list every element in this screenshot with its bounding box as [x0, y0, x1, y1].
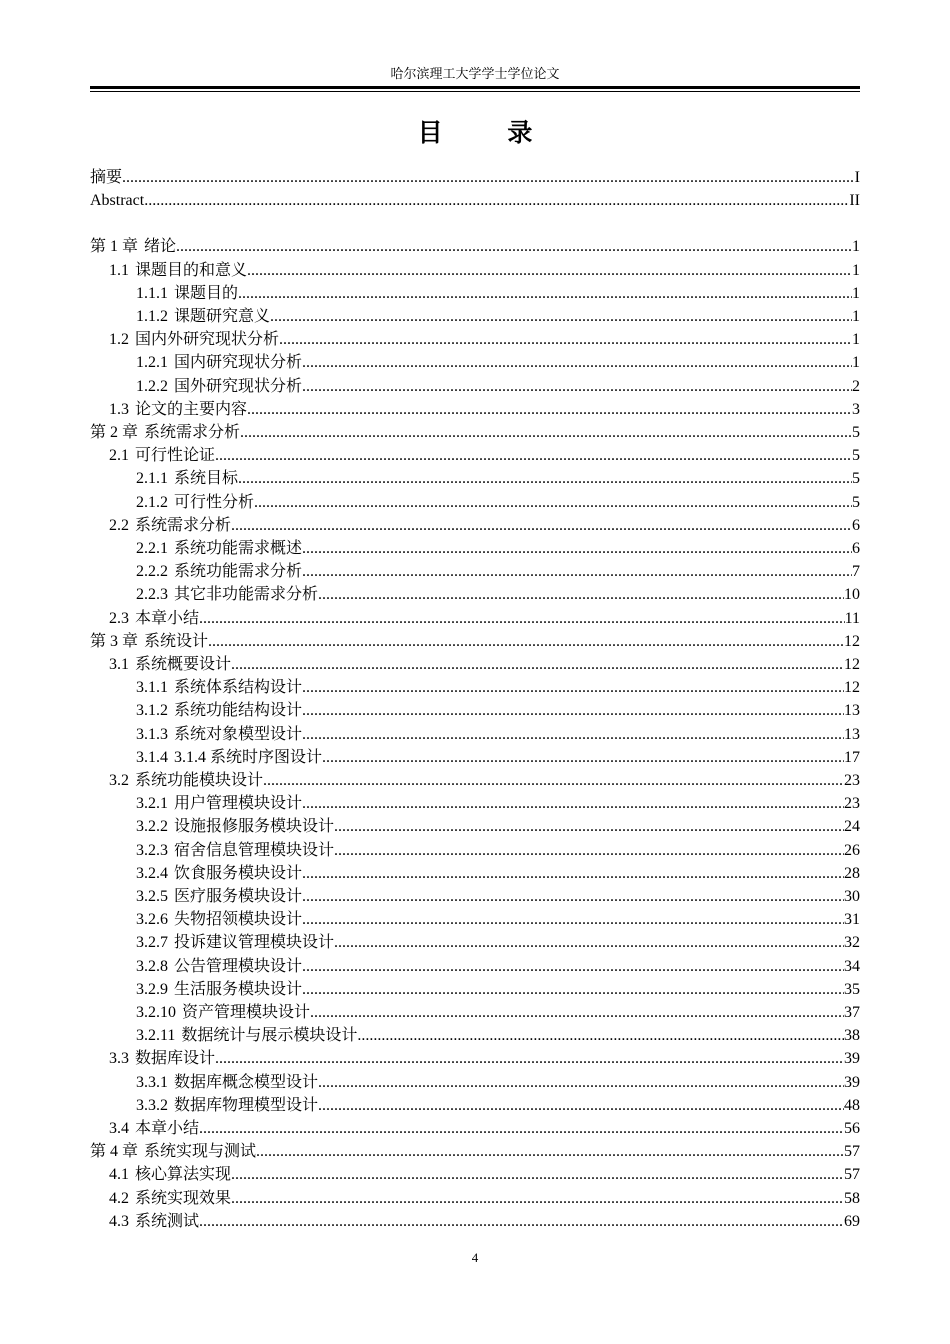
toc-entry[interactable]	[90, 1116, 860, 1139]
toc-entry-title: 用户管理模块设计	[174, 795, 303, 813]
toc-entry-number: 2.2	[109, 516, 129, 534]
toc-entry[interactable]	[90, 1209, 860, 1232]
toc-entry-label	[136, 307, 270, 327]
toc-entry-title: 可行性论证	[135, 447, 216, 465]
toc-dot-leader	[302, 887, 844, 907]
toc-entry-title: 其它非功能需求分析	[174, 586, 319, 604]
toc-entry-title: 系统需求分析	[144, 424, 241, 441]
toc-entry[interactable]	[90, 606, 860, 629]
toc-entry-page: 17	[844, 748, 860, 766]
toc-entry-page: 39	[844, 1073, 860, 1091]
toc-entry-number: 3.2.9	[136, 980, 168, 998]
toc-dot-leader	[215, 446, 852, 466]
toc-entry-number: 3.1.3	[136, 725, 168, 743]
toc-entry-number: 1.3	[109, 400, 129, 418]
toc-entry-page: 6	[852, 540, 860, 557]
toc-entry-title: 课题研究意义	[174, 308, 271, 325]
toc-entry-title: 系统测试	[135, 1212, 200, 1230]
toc-dot-leader	[270, 307, 852, 327]
toc-entry-title: 数据库物理模型设计	[174, 1096, 319, 1114]
toc-entry-number: 第 4 章	[90, 1143, 139, 1161]
toc-entry-label	[136, 701, 302, 721]
toc-entry-page: 1	[852, 308, 860, 325]
toc-entry[interactable]	[90, 768, 860, 791]
toc-entry-page: 5	[852, 447, 860, 465]
toc-dot-leader	[357, 1026, 844, 1046]
toc-entry-number: 2.2.3	[136, 586, 168, 604]
toc-dot-leader	[238, 469, 852, 489]
toc-entry-number: 3.2.8	[136, 957, 168, 975]
toc-entry-label	[136, 841, 334, 861]
toc-entry-label	[136, 678, 302, 698]
toc-entry-label	[136, 957, 302, 977]
toc-entry[interactable]	[90, 698, 860, 721]
toc-entry-title: 系统概要设计	[135, 656, 232, 673]
toc-entry-title: 生活服务模块设计	[174, 980, 303, 998]
toc-entry-title: 摘要	[90, 169, 123, 186]
toc-entry-label	[109, 1119, 199, 1139]
toc-entry[interactable]	[90, 791, 860, 814]
toc-entry-number: 3.1.4	[136, 748, 168, 766]
toc-entry[interactable]	[90, 234, 860, 257]
toc-entry[interactable]	[90, 977, 860, 1000]
toc-entry[interactable]	[90, 1162, 860, 1185]
page-number: 4	[471, 1250, 479, 1265]
toc-entry-title: 系统功能需求分析	[174, 563, 303, 581]
toc-entry-page: I	[854, 169, 860, 186]
toc-entry[interactable]	[90, 1186, 860, 1209]
toc-dot-leader	[302, 678, 844, 698]
toc-entry-number: 2.3	[109, 609, 129, 627]
toc-entry-label	[136, 1073, 318, 1093]
toc-entry-page: 12	[844, 656, 860, 673]
toc-dot-leader	[334, 841, 844, 861]
toc-entry-title: 系统设计	[144, 632, 209, 650]
toc-entry-number: 3.2.2	[136, 818, 168, 836]
toc-entry-page: 13	[844, 702, 860, 720]
toc-entry-number: 3.2.1	[136, 795, 168, 813]
toc-entry-label	[109, 1049, 215, 1069]
toc-dot-leader	[247, 261, 852, 281]
toc-entry-number: 4.1	[109, 1166, 129, 1184]
toc-entry-label	[136, 585, 318, 605]
toc-entry-number: 第 2 章	[90, 424, 139, 441]
toc-entry-number: 3.1.2	[136, 702, 168, 720]
toc-entry-title: 论文的主要内容	[135, 400, 248, 418]
toc-entry-label	[136, 469, 238, 489]
toc-entry-page: II	[849, 192, 860, 210]
toc-entry[interactable]	[90, 536, 860, 559]
toc-entry-label	[109, 330, 279, 350]
toc-entry-title: 国内外研究现状分析	[135, 331, 280, 349]
toc-entry-title: 3.1.4 系统时序图设计	[174, 748, 323, 766]
toc-entry-title: 本章小结	[135, 1120, 200, 1137]
toc-entry-number: 1.1.1	[136, 284, 168, 302]
toc-entry-label	[136, 933, 334, 953]
toc-entry-label	[136, 1003, 310, 1023]
toc-entry-page: 57	[844, 1166, 860, 1184]
toc-dot-leader	[318, 585, 844, 605]
toc-entry-number: 3.3	[109, 1050, 129, 1068]
toc-entry-title: 系统功能结构设计	[174, 702, 303, 720]
header-rule-thin	[90, 91, 860, 92]
toc-entry-page: 1	[852, 354, 860, 372]
toc-entry-label	[136, 377, 302, 397]
toc-entry-number: 3.4	[109, 1120, 129, 1137]
toc-entry-page: 3	[852, 400, 860, 418]
toc-dot-leader	[318, 1073, 844, 1093]
toc-entry[interactable]	[90, 814, 860, 837]
toc-entry-page: 1	[852, 261, 860, 279]
toc-entry-number: 3.2.3	[136, 841, 168, 859]
toc-dot-leader	[176, 237, 852, 257]
toc-entry-title: 课题目的和意义	[135, 261, 248, 279]
toc-entry-title: Abstract	[90, 192, 145, 210]
toc-entry-label	[90, 1142, 256, 1162]
toc-entry[interactable]	[90, 281, 860, 304]
toc-entry-title: 国外研究现状分析	[174, 377, 303, 395]
toc-entry-title: 宿舍信息管理模块设计	[174, 841, 335, 859]
toc-entry-title: 数据统计与展示模块设计	[181, 1027, 358, 1045]
toc-entry[interactable]	[90, 304, 860, 327]
toc-entry-page: 58	[844, 1189, 860, 1207]
toc-dot-leader	[231, 655, 844, 675]
toc-entry-title: 核心算法实现	[135, 1166, 232, 1184]
toc-entry-number: 3.2.6	[136, 911, 168, 929]
toc-entry-page: 7	[852, 563, 860, 581]
toc-entry-number: 3.2.11	[136, 1027, 176, 1045]
toc-entry-number: 1.2.1	[136, 354, 168, 372]
toc-entry-number: 2.1.1	[136, 470, 168, 488]
toc-entry[interactable]	[90, 1023, 860, 1046]
toc-entry[interactable]	[90, 930, 860, 953]
toc-entry-number: 1.1	[109, 261, 129, 279]
toc-entry-label	[136, 748, 322, 768]
toc-entry-page: 5	[852, 470, 860, 488]
toc-entry-label	[136, 493, 254, 513]
toc-entry-title: 系统对象模型设计	[174, 725, 303, 743]
toc-entry[interactable]	[90, 443, 860, 466]
toc-entry-title: 系统实现效果	[135, 1189, 232, 1207]
toc-entry[interactable]	[90, 1046, 860, 1069]
toc-dot-leader	[302, 794, 844, 814]
toc-entry-number: 4.2	[109, 1189, 129, 1207]
toc-entry-page: 38	[844, 1027, 860, 1045]
toc-entry-page: 1	[852, 331, 860, 349]
toc-dot-leader	[302, 910, 844, 930]
toc-entry-label	[136, 725, 302, 745]
toc-entry-title: 国内研究现状分析	[174, 354, 303, 372]
toc-dot-leader	[263, 771, 844, 791]
toc-entry[interactable]	[90, 327, 860, 350]
toc-dot-leader	[199, 1212, 844, 1232]
toc-entry-page: 1	[852, 238, 860, 256]
toc-entry-number: 第 1 章	[90, 238, 139, 256]
toc-dot-leader	[240, 423, 852, 443]
toc-entry-page: 39	[844, 1050, 860, 1068]
toc-dot-leader	[208, 632, 844, 652]
toc-entry-page: 10	[844, 586, 860, 604]
toc-entry-label	[109, 771, 263, 791]
toc-dot-leader	[238, 284, 852, 304]
toc-entry-label	[109, 1189, 231, 1209]
toc-entry[interactable]	[90, 258, 860, 281]
toc-entry[interactable]	[90, 466, 860, 489]
toc-entry-label	[136, 353, 302, 373]
toc-entry[interactable]	[90, 397, 860, 420]
toc-entry[interactable]	[90, 513, 860, 536]
toc-entry-title: 数据库设计	[135, 1050, 216, 1068]
toc-entry[interactable]	[90, 1139, 860, 1162]
toc-dot-leader	[302, 725, 844, 745]
toc-entry-number: 1.2.2	[136, 377, 168, 395]
toc-entry[interactable]	[90, 188, 860, 211]
toc-entry-page: 34	[844, 957, 860, 975]
toc-entry-title: 数据库概念模型设计	[174, 1073, 319, 1091]
toc-dot-leader	[302, 957, 844, 977]
toc-entry-page: 1	[852, 284, 860, 302]
toc-entry-page: 11	[844, 609, 860, 627]
toc-entry-page: 28	[844, 864, 860, 882]
toc-entry-number: 3.1.1	[136, 679, 168, 697]
toc-dot-leader	[302, 377, 852, 397]
toc-entry[interactable]	[90, 1070, 860, 1093]
toc-dot-leader	[302, 353, 852, 373]
toc-dot-leader	[302, 701, 844, 721]
toc-dot-leader	[247, 400, 852, 420]
toc-entry-label	[136, 864, 302, 884]
toc-dot-leader	[302, 539, 852, 559]
toc-entry[interactable]	[90, 1093, 860, 1116]
toc-entry-title: 失物招领模块设计	[174, 911, 303, 929]
toc-entry-title: 系统体系结构设计	[174, 679, 303, 697]
toc-entry[interactable]	[90, 490, 860, 513]
toc-entry-page: 23	[844, 772, 860, 789]
toc-entry-title: 本章小结	[135, 609, 200, 627]
toc-dot-leader	[279, 330, 852, 350]
toc-entry-label	[90, 191, 144, 211]
toc-entry-label	[109, 655, 231, 675]
toc-dot-leader	[199, 609, 845, 629]
toc-dot-leader	[256, 1142, 844, 1162]
toc-entry[interactable]	[90, 838, 860, 861]
toc-entry-number: 2.1	[109, 447, 129, 465]
toc-entry-label	[90, 168, 122, 188]
toc-title: 目 录	[417, 118, 561, 147]
toc-entry-number: 2.1.2	[136, 493, 168, 511]
toc-entry-page: 32	[844, 934, 860, 952]
toc-entry-title: 公告管理模块设计	[174, 957, 303, 975]
toc-entry[interactable]	[90, 954, 860, 977]
toc-entry-label	[136, 1096, 318, 1116]
toc-dot-leader	[199, 1119, 844, 1139]
toc-entry-page: 26	[844, 841, 860, 859]
toc-entry-number: 2.2.1	[136, 540, 168, 557]
toc-entry-number: 3.2.7	[136, 934, 168, 952]
toc-entry-number: 1.2	[109, 331, 129, 349]
toc-entry-number: 3.2.4	[136, 864, 168, 882]
toc-entry-number: 第 3 章	[90, 632, 139, 650]
toc-entry-title: 设施报修服务模块设计	[174, 818, 335, 836]
toc-entry-label	[136, 910, 302, 930]
toc-dot-leader	[231, 1189, 844, 1209]
toc-entry-label	[136, 539, 302, 559]
toc-entry-title: 系统实现与测试	[144, 1143, 257, 1161]
toc-entry[interactable]	[90, 675, 860, 698]
toc-entry-label	[109, 609, 199, 629]
toc-entry-label	[136, 1026, 357, 1046]
toc-entry-title: 系统需求分析	[135, 516, 232, 534]
toc-entry-page: 37	[844, 1004, 860, 1021]
toc-entry-page: 24	[844, 818, 860, 836]
toc-entry-page: 23	[844, 795, 860, 813]
toc-entry-page: 5	[852, 493, 860, 511]
toc-entry-label	[136, 562, 302, 582]
toc-entry-page: 56	[844, 1120, 860, 1137]
toc-dot-leader	[122, 168, 855, 188]
toc-entry-title: 系统功能模块设计	[135, 772, 264, 789]
toc-entry-label	[90, 632, 208, 652]
toc-entry-page: 12	[844, 632, 860, 650]
toc-entry[interactable]	[90, 420, 860, 443]
toc-entry-number: 3.2.10	[136, 1004, 176, 1021]
toc-entry-title: 课题目的	[174, 284, 239, 302]
toc-entry-number: 3.3.1	[136, 1073, 168, 1091]
running-header: 哈尔滨理工大学学士学位论文	[390, 66, 560, 81]
toc-entry-label	[136, 284, 238, 304]
toc-entry-label	[90, 423, 240, 443]
toc-entry-page: 35	[844, 980, 860, 998]
toc-entry-page: 13	[844, 725, 860, 743]
toc-entry-label	[136, 887, 302, 907]
toc-entry[interactable]	[90, 350, 860, 373]
toc-entry-page: 12	[844, 679, 860, 697]
toc-entry-number: 3.2	[109, 772, 129, 789]
toc-entry-label	[109, 400, 247, 420]
toc-entry[interactable]	[90, 559, 860, 582]
toc-dot-leader	[302, 980, 844, 1000]
toc-entry-number: 4.3	[109, 1212, 129, 1230]
toc-entry-title: 资产管理模块设计	[182, 1004, 311, 1021]
toc-entry[interactable]	[90, 722, 860, 745]
toc-entry-number: 3.3.2	[136, 1096, 168, 1114]
toc-entry-title: 绪论	[144, 238, 177, 256]
toc-dot-leader	[334, 933, 844, 953]
toc-entry-label	[109, 446, 215, 466]
toc-entry-title: 可行性分析	[174, 493, 255, 511]
toc-entry[interactable]	[90, 629, 860, 652]
toc-entry-label	[109, 1165, 231, 1185]
toc-entry-page: 57	[844, 1143, 860, 1161]
toc-entry-page: 69	[844, 1212, 860, 1230]
toc-dot-leader	[231, 1165, 844, 1185]
toc-dot-leader	[302, 562, 852, 582]
toc-entry[interactable]	[90, 582, 860, 605]
toc-entry-title: 投诉建议管理模块设计	[174, 934, 335, 952]
toc-entry-page: 31	[844, 911, 860, 929]
toc-entry-label	[90, 237, 176, 257]
toc-entry-label	[136, 794, 302, 814]
toc-entry-label	[109, 516, 231, 536]
toc-entry[interactable]	[90, 1000, 860, 1023]
toc-dot-leader	[334, 817, 844, 837]
toc-entry[interactable]	[90, 861, 860, 884]
toc-entry-label	[109, 1212, 199, 1232]
toc-entry-page: 5	[852, 424, 860, 441]
toc-entry-page: 48	[844, 1096, 860, 1114]
toc-entry-number: 2.2.2	[136, 563, 168, 581]
toc-entry-title: 系统功能需求概述	[174, 540, 303, 557]
toc-entry-number: 1.1.2	[136, 308, 168, 325]
toc-entry-page: 2	[852, 377, 860, 395]
toc-entry-page: 6	[852, 516, 860, 534]
toc-dot-leader	[231, 516, 852, 536]
toc-entry[interactable]	[90, 745, 860, 768]
toc-entry-number: 3.2.5	[136, 888, 168, 905]
toc-entry-title: 医疗服务模块设计	[174, 888, 303, 905]
toc-dot-leader	[302, 864, 844, 884]
toc-entry[interactable]	[90, 165, 860, 188]
toc-entry[interactable]	[90, 907, 860, 930]
toc-dot-leader	[310, 1003, 844, 1023]
toc-entry-label	[109, 261, 247, 281]
toc-entry-number: 3.1	[109, 656, 129, 673]
toc-entry-label	[136, 817, 334, 837]
toc-entry-page: 30	[844, 888, 860, 905]
toc-entry-label	[136, 980, 302, 1000]
toc-entry[interactable]	[90, 884, 860, 907]
toc-dot-leader	[215, 1049, 844, 1069]
toc-entry[interactable]	[90, 374, 860, 397]
toc-entry[interactable]	[90, 652, 860, 675]
toc-dot-leader	[144, 191, 849, 211]
toc-dot-leader	[318, 1096, 844, 1116]
header-rule-thick	[90, 86, 860, 89]
toc-dot-leader	[322, 748, 844, 768]
toc-entry-title: 饮食服务模块设计	[174, 864, 303, 882]
toc-entry-title: 系统目标	[174, 470, 239, 488]
toc-dot-leader	[254, 493, 852, 513]
